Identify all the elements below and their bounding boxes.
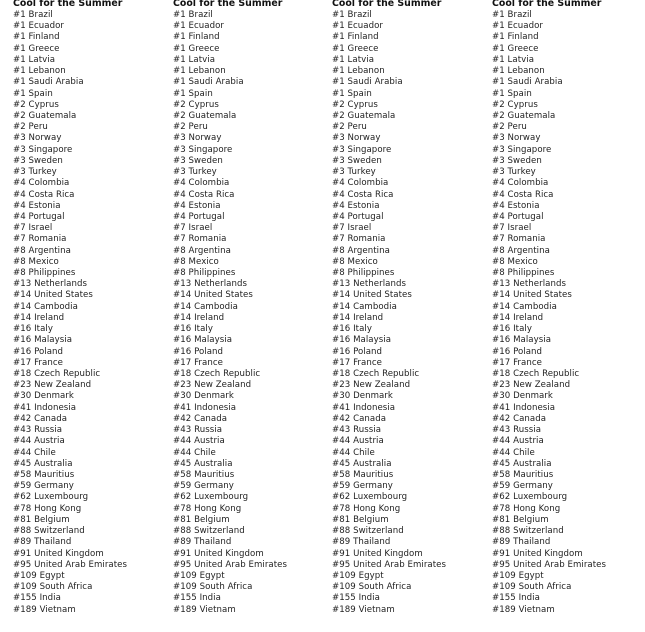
country-rank-entry: #1 Finland <box>173 32 220 43</box>
country-rank-entry: #23 New Zealand <box>13 380 92 391</box>
country-rank-entry: #1 Saudi Arabia <box>332 77 403 88</box>
country-rank-entry: #8 Argentina <box>492 245 550 256</box>
country-rank-entry: #1 Lebanon <box>173 66 226 77</box>
country-rank-entry: #1 Spain <box>173 88 213 99</box>
country-rank-entry: #43 Russia <box>492 425 542 436</box>
country-rank-entry: #41 Indonesia <box>13 402 77 413</box>
country-rank-entry: #30 Denmark <box>13 391 74 402</box>
ranking-list <box>13 10 163 616</box>
country-rank-entry: #189 Vietnam <box>173 604 236 615</box>
country-rank-entry: #1 Latvia <box>332 54 375 65</box>
country-rank-entry: #2 Guatemala <box>332 110 396 121</box>
country-rank-entry: #109 Egypt <box>173 570 225 581</box>
country-rank-entry: #4 Costa Rica <box>173 189 235 200</box>
country-rank-entry: #14 Cambodia <box>13 301 78 312</box>
country-rank-entry: #78 Hong Kong <box>492 503 561 514</box>
country-rank-entry: #13 Netherlands <box>332 279 407 290</box>
country-rank-entry: #30 Denmark <box>173 391 234 402</box>
country-rank-entry: #8 Argentina <box>332 245 390 256</box>
country-rank-entry: #44 Chile <box>492 447 535 458</box>
country-rank-entry: #14 Ireland <box>173 312 225 323</box>
country-rank-entry: #58 Mauritius <box>492 469 554 480</box>
country-rank-entry: #14 Cambodia <box>492 301 557 312</box>
country-rank-entry: #78 Hong Kong <box>173 503 242 514</box>
country-rank-entry: #18 Czech Republic <box>173 369 261 379</box>
country-rank-entry: #88 Switzerland <box>13 526 85 537</box>
column-title: Cool for the Summer <box>332 0 442 9</box>
country-rank-entry: #89 Thailand <box>173 537 232 548</box>
country-rank-entry: #44 Chile <box>13 447 56 458</box>
country-rank-entry: #45 Australia <box>13 458 73 469</box>
country-rank-entry: #3 Sweden <box>173 155 223 166</box>
country-rank-entry: #16 Italy <box>13 324 53 335</box>
country-rank-entry: #7 Romania <box>13 234 67 245</box>
country-rank-entry: #44 Chile <box>332 447 375 458</box>
country-rank-entry: #1 Finland <box>492 32 539 43</box>
country-rank-entry: #17 France <box>492 357 542 368</box>
country-rank-entry: #4 Estonia <box>13 200 61 211</box>
country-rank-entry: #2 Peru <box>173 122 208 133</box>
country-rank-entry: #1 Latvia <box>173 54 216 65</box>
country-rank-entry: #16 Poland <box>332 346 383 357</box>
chart-column-4 <box>492 0 642 616</box>
country-rank-entry: #30 Denmark <box>332 391 393 402</box>
country-rank-entry: #4 Costa Rica <box>492 189 554 200</box>
country-rank-entry: #95 United Arab Emirates <box>492 559 607 570</box>
country-rank-entry: #4 Portugal <box>173 211 225 222</box>
country-rank-entry: #16 Italy <box>173 324 213 335</box>
country-rank-entry: #7 Romania <box>492 234 546 245</box>
country-rank-entry: #1 Greece <box>492 43 539 54</box>
country-rank-entry: #43 Russia <box>173 425 223 436</box>
country-rank-entry: #42 Canada <box>332 413 387 424</box>
country-rank-entry: #78 Hong Kong <box>13 503 82 514</box>
country-rank-entry: #16 Italy <box>492 324 532 335</box>
country-rank-entry: #3 Turkey <box>332 167 376 178</box>
country-rank-entry: #4 Portugal <box>492 211 544 222</box>
country-rank-entry: #1 Ecuador <box>173 21 225 32</box>
country-rank-entry: #13 Netherlands <box>13 279 88 290</box>
country-rank-entry: #23 New Zealand <box>332 380 411 391</box>
country-rank-entry: #3 Sweden <box>492 155 542 166</box>
country-rank-entry: #2 Peru <box>13 122 48 133</box>
country-rank-entry: #2 Cyprus <box>332 99 378 110</box>
country-rank-entry: #7 Israel <box>492 223 532 234</box>
country-rank-entry: #155 India <box>332 593 380 604</box>
country-rank-entry: #1 Ecuador <box>332 21 384 32</box>
country-rank-entry: #91 United Kingdom <box>492 548 583 559</box>
country-rank-entry: #1 Ecuador <box>492 21 544 32</box>
country-rank-entry: #59 Germany <box>492 481 553 492</box>
country-rank-entry: #8 Mexico <box>173 256 219 267</box>
country-rank-entry: #3 Norway <box>492 133 541 144</box>
chart-column-2 <box>173 0 323 616</box>
country-rank-entry: #18 Czech Republic <box>332 369 420 379</box>
ranking-list <box>173 10 323 616</box>
country-rank-entry: #42 Canada <box>13 413 68 424</box>
country-rank-entry: #30 Denmark <box>492 391 553 402</box>
country-rank-entry: #1 Greece <box>332 43 379 54</box>
country-rank-entry: #4 Colombia <box>173 178 230 189</box>
country-rank-entry: #7 Israel <box>13 223 53 234</box>
country-rank-entry: #16 Poland <box>173 346 224 357</box>
country-rank-entry: #2 Guatemala <box>173 110 237 121</box>
country-rank-entry: #14 United States <box>13 290 93 301</box>
country-rank-entry: #58 Mauritius <box>332 469 394 480</box>
country-rank-entry: #44 Chile <box>173 447 216 458</box>
country-rank-entry: #1 Saudi Arabia <box>492 77 563 88</box>
country-rank-entry: #1 Ecuador <box>13 21 65 32</box>
country-rank-entry: #8 Philippines <box>13 268 76 279</box>
country-rank-entry: #41 Indonesia <box>173 402 237 413</box>
chart-column-3 <box>332 0 482 616</box>
country-rank-entry: #155 India <box>173 593 221 604</box>
country-rank-entry: #7 Israel <box>332 223 372 234</box>
column-title: Cool for the Summer <box>173 0 283 9</box>
country-rank-entry: #81 Belgium <box>332 514 389 525</box>
country-rank-entry: #1 Lebanon <box>13 66 66 77</box>
country-rank-entry: #1 Brazil <box>173 10 213 20</box>
country-rank-entry: #16 Malaysia <box>492 335 552 346</box>
country-rank-entry: #2 Cyprus <box>492 99 538 110</box>
country-rank-entry: #23 New Zealand <box>492 380 571 391</box>
country-rank-entry: #62 Luxembourg <box>173 492 249 503</box>
country-rank-entry: #18 Czech Republic <box>492 369 580 379</box>
country-rank-entry: #89 Thailand <box>13 537 72 548</box>
country-rank-entry: #1 Brazil <box>492 10 532 20</box>
country-rank-entry: #1 Finland <box>13 32 60 43</box>
country-rank-entry: #14 Ireland <box>13 312 65 323</box>
country-rank-entry: #43 Russia <box>13 425 63 436</box>
country-rank-entry: #1 Latvia <box>492 54 535 65</box>
country-rank-entry: #155 India <box>13 593 61 604</box>
country-rank-entry: #17 France <box>13 357 63 368</box>
country-rank-entry: #41 Indonesia <box>332 402 396 413</box>
country-rank-entry: #1 Saudi Arabia <box>13 77 84 88</box>
country-rank-entry: #4 Costa Rica <box>13 189 75 200</box>
country-rank-entry: #88 Switzerland <box>492 526 564 537</box>
country-rank-entry: #17 France <box>332 357 382 368</box>
country-rank-entry: #4 Portugal <box>13 211 65 222</box>
country-rank-entry: #14 Cambodia <box>332 301 397 312</box>
country-rank-entry: #1 Brazil <box>332 10 372 20</box>
country-rank-entry: #109 Egypt <box>13 570 65 581</box>
country-rank-entry: #44 Austria <box>13 436 65 447</box>
country-rank-entry: #109 Egypt <box>492 570 544 581</box>
country-rank-entry: #95 United Arab Emirates <box>332 559 447 570</box>
country-rank-entry: #95 United Arab Emirates <box>13 559 128 570</box>
country-rank-entry: #88 Switzerland <box>332 526 404 537</box>
country-rank-entry: #4 Colombia <box>492 178 549 189</box>
country-rank-entry: #14 Cambodia <box>173 301 238 312</box>
country-rank-entry: #14 Ireland <box>332 312 384 323</box>
country-rank-entry: #88 Switzerland <box>173 526 245 537</box>
country-rank-entry: #62 Luxembourg <box>13 492 89 503</box>
country-rank-entry: #2 Guatemala <box>492 110 556 121</box>
country-rank-entry: #14 United States <box>173 290 253 301</box>
country-rank-entry: #8 Mexico <box>13 256 59 267</box>
country-rank-entry: #59 Germany <box>13 481 74 492</box>
country-rank-entry: #1 Greece <box>13 43 60 54</box>
country-rank-entry: #2 Peru <box>332 122 367 133</box>
column-title: Cool for the Summer <box>492 0 602 9</box>
column-title: Cool for the Summer <box>13 0 123 9</box>
country-rank-entry: #8 Argentina <box>173 245 231 256</box>
country-rank-entry: #13 Netherlands <box>173 279 248 290</box>
country-rank-entry: #81 Belgium <box>13 514 70 525</box>
country-rank-entry: #8 Mexico <box>332 256 378 267</box>
country-rank-entry: #41 Indonesia <box>492 402 556 413</box>
chart-column-1 <box>13 0 163 616</box>
country-rank-entry: #2 Cyprus <box>173 99 219 110</box>
country-rank-entry: #44 Austria <box>173 436 225 447</box>
country-rank-entry: #8 Mexico <box>492 256 538 267</box>
country-rank-entry: #78 Hong Kong <box>332 503 401 514</box>
ranking-list <box>332 10 482 616</box>
country-rank-entry: #2 Cyprus <box>13 99 59 110</box>
country-rank-entry: #45 Australia <box>492 458 552 469</box>
country-rank-entry: #13 Netherlands <box>492 279 567 290</box>
country-rank-entry: #3 Sweden <box>332 155 382 166</box>
country-rank-entry: #109 South Africa <box>492 582 572 593</box>
country-rank-entry: #89 Thailand <box>332 537 391 548</box>
country-rank-entry: #16 Poland <box>13 346 64 357</box>
country-rank-entry: #8 Argentina <box>13 245 71 256</box>
country-rank-entry: #1 Spain <box>492 88 532 99</box>
country-rank-entry: #45 Australia <box>173 458 233 469</box>
country-rank-entry: #189 Vietnam <box>492 604 555 615</box>
country-rank-entry: #14 United States <box>492 290 572 301</box>
country-rank-entry: #14 Ireland <box>492 312 544 323</box>
country-rank-entry: #62 Luxembourg <box>492 492 568 503</box>
country-rank-entry: #1 Lebanon <box>332 66 385 77</box>
country-rank-entry: #109 South Africa <box>13 582 93 593</box>
country-rank-entry: #3 Singapore <box>13 144 73 155</box>
country-rank-entry: #1 Saudi Arabia <box>173 77 244 88</box>
country-rank-entry: #4 Colombia <box>13 178 70 189</box>
country-rank-entry: #3 Turkey <box>492 167 536 178</box>
country-rank-entry: #81 Belgium <box>173 514 230 525</box>
country-rank-entry: #18 Czech Republic <box>13 369 101 379</box>
country-rank-entry: #89 Thailand <box>492 537 551 548</box>
country-rank-entry: #1 Latvia <box>13 54 56 65</box>
country-rank-entry: #3 Norway <box>332 133 381 144</box>
country-rank-entry: #7 Romania <box>332 234 386 245</box>
country-rank-entry: #8 Philippines <box>173 268 236 279</box>
country-rank-entry: #58 Mauritius <box>173 469 235 480</box>
country-rank-entry: #189 Vietnam <box>332 604 395 615</box>
country-rank-entry: #16 Malaysia <box>13 335 73 346</box>
country-rank-entry: #44 Austria <box>492 436 544 447</box>
country-rank-entry: #43 Russia <box>332 425 382 436</box>
country-rank-entry: #3 Turkey <box>173 167 217 178</box>
country-rank-entry: #14 United States <box>332 290 412 301</box>
country-rank-entry: #3 Norway <box>13 133 62 144</box>
country-rank-entry: #16 Malaysia <box>173 335 233 346</box>
country-rank-entry: #16 Malaysia <box>332 335 392 346</box>
country-rank-entry: #42 Canada <box>492 413 547 424</box>
country-rank-entry: #109 South Africa <box>173 582 253 593</box>
country-rank-entry: #58 Mauritius <box>13 469 75 480</box>
country-rank-entry: #3 Turkey <box>13 167 57 178</box>
country-rank-entry: #8 Philippines <box>332 268 395 279</box>
country-rank-entry: #109 Egypt <box>332 570 384 581</box>
country-rank-entry: #4 Estonia <box>173 200 221 211</box>
country-rank-entry: #2 Peru <box>492 122 527 133</box>
country-rank-entry: #95 United Arab Emirates <box>173 559 288 570</box>
country-rank-entry: #4 Colombia <box>332 178 389 189</box>
country-rank-entry: #8 Philippines <box>492 268 555 279</box>
country-rank-entry: #44 Austria <box>332 436 384 447</box>
country-rank-entry: #2 Guatemala <box>13 110 77 121</box>
country-rank-entry: #91 United Kingdom <box>173 548 264 559</box>
country-rank-entry: #91 United Kingdom <box>13 548 104 559</box>
country-rank-entry: #16 Poland <box>492 346 543 357</box>
country-rank-entry: #4 Costa Rica <box>332 189 394 200</box>
country-rank-entry: #1 Spain <box>332 88 372 99</box>
country-rank-entry: #3 Singapore <box>332 144 392 155</box>
country-rank-entry: #3 Singapore <box>173 144 233 155</box>
country-rank-entry: #81 Belgium <box>492 514 549 525</box>
country-rank-entry: #4 Portugal <box>332 211 384 222</box>
country-rank-entry: #3 Norway <box>173 133 222 144</box>
country-rank-entry: #1 Finland <box>332 32 379 43</box>
country-rank-entry: #45 Australia <box>332 458 392 469</box>
ranking-list <box>492 10 642 616</box>
country-rank-entry: #3 Sweden <box>13 155 63 166</box>
country-rank-entry: #109 South Africa <box>332 582 412 593</box>
country-rank-entry: #7 Israel <box>173 223 213 234</box>
country-rank-entry: #7 Romania <box>173 234 227 245</box>
country-rank-entry: #42 Canada <box>173 413 228 424</box>
country-rank-entry: #59 Germany <box>173 481 234 492</box>
country-rank-entry: #4 Estonia <box>492 200 540 211</box>
country-rank-entry: #91 United Kingdom <box>332 548 423 559</box>
country-rank-entry: #1 Spain <box>13 88 53 99</box>
country-rank-entry: #17 France <box>173 357 223 368</box>
country-rank-entry: #3 Singapore <box>492 144 552 155</box>
country-rank-entry: #1 Lebanon <box>492 66 545 77</box>
country-rank-entry: #59 Germany <box>332 481 393 492</box>
country-rank-entry: #4 Estonia <box>332 200 380 211</box>
country-rank-entry: #1 Greece <box>173 43 220 54</box>
country-rank-entry: #23 New Zealand <box>173 380 252 391</box>
country-rank-entry: #189 Vietnam <box>13 604 76 615</box>
country-rank-entry: #62 Luxembourg <box>332 492 408 503</box>
country-rank-entry: #155 India <box>492 593 540 604</box>
country-rank-entry: #16 Italy <box>332 324 372 335</box>
country-rank-entry: #1 Brazil <box>13 10 53 20</box>
